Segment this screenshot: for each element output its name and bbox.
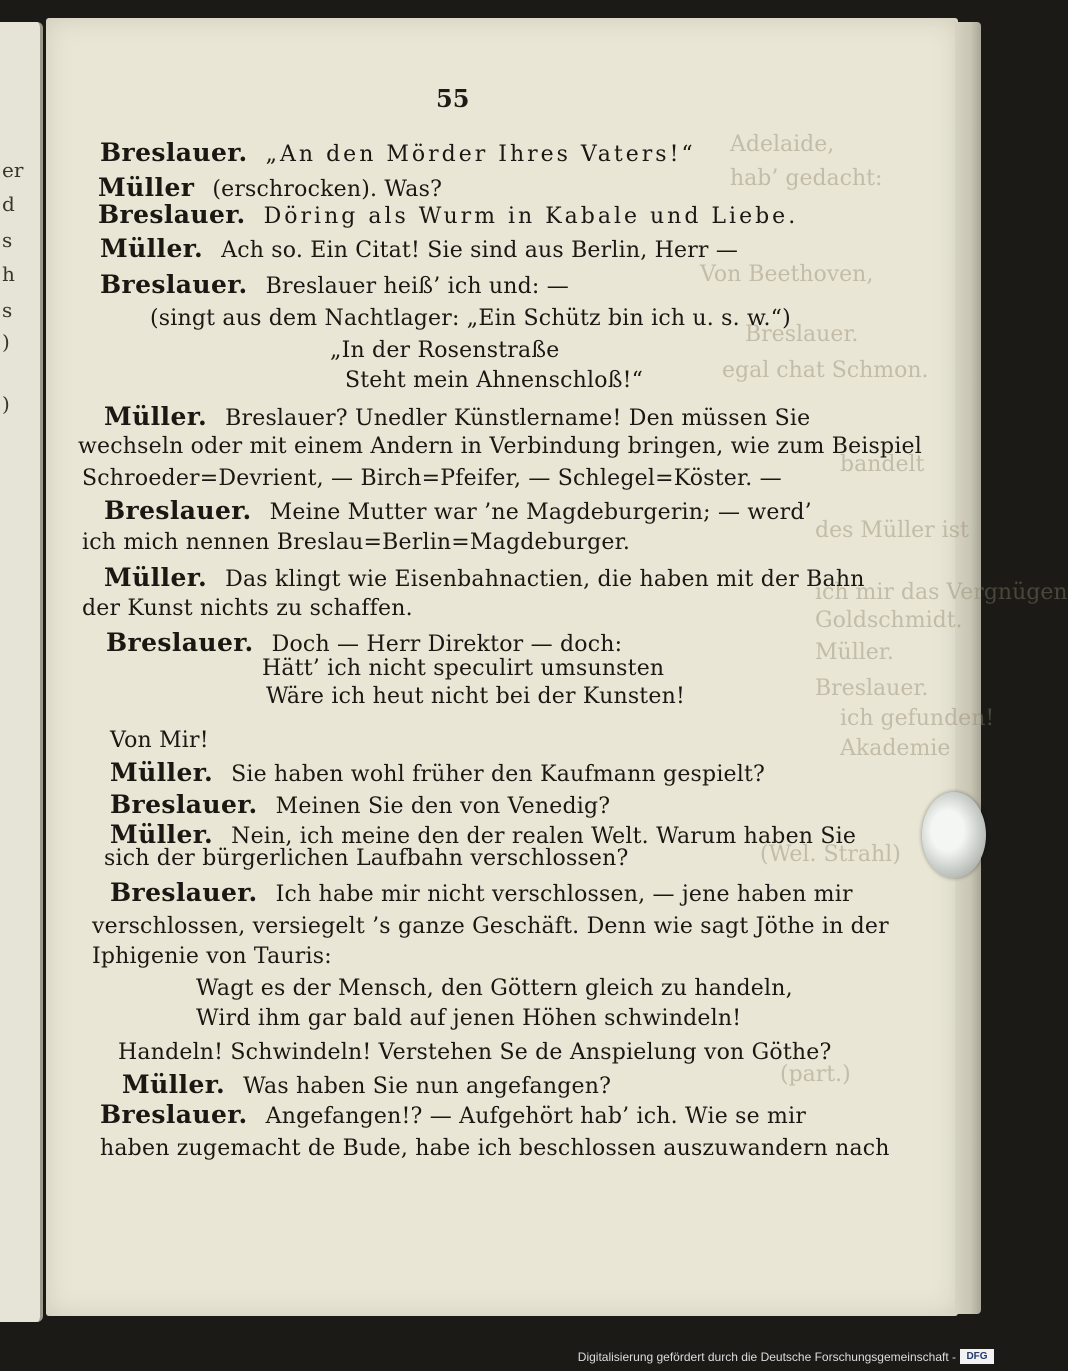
song-verse: „In der Rosenstraße [330,338,560,363]
dialogue-line [98,200,798,229]
bleed-text: ich gefunden! [840,706,995,731]
dialogue-line [110,758,765,787]
line-text: Meine Mutter war ’ne Magdeburgerin; — werd’ [269,500,812,525]
speaker-name: Müller. [100,234,204,263]
bleed-text: hab’ gedacht: [730,166,883,191]
bleed-text: (part.) [780,1062,851,1087]
dialogue-line [100,1100,806,1129]
line-text: Angefangen!? — Aufgehört hab’ ich. Wie se mir [265,1104,807,1129]
speaker-name: Breslauer. [100,270,248,299]
speaker-name: Breslauer. [104,496,252,525]
bleed-text: Von Beethoven, [700,262,874,287]
bleed-text: des Müller ist [815,518,969,543]
bleed-text: Adelaide, [730,132,835,157]
bleed-text: Breslauer. [815,676,929,701]
continuation-line: wechseln oder mit einem Andern in Verbindung bringen, wie zum Beispiel [78,434,923,459]
song-verse: Steht mein Ahnenschloß!“ [345,368,644,393]
left-page-fragment: d [2,192,15,216]
dialogue-line [100,234,738,263]
speaker-name: Breslauer. [98,200,246,229]
stage-direction: (singt aus dem Nachtlager: „Ein Schütz bin ich u. s. w.“) [150,306,791,331]
verse-line: Wagt es der Mensch, den Göttern gleich zu handeln, [196,976,793,1001]
speaker-name: Müller. [110,758,214,787]
dialogue-line [98,173,442,202]
page-clip [922,792,986,878]
line-text: Was haben Sie nun angefangen? [243,1074,612,1099]
line-text: „An den Mörder Ihres Vaters!“ [265,142,696,167]
bleed-text: egal chat Schmon. [722,358,929,383]
page-number: 55 [436,84,470,113]
speaker-name: Breslauer. [100,138,248,167]
bleed-text: ich mir das Vergnügen [815,580,1068,605]
left-page-edge [0,22,43,1322]
speaker-name: Breslauer. [110,878,258,907]
dialogue-line [100,138,696,167]
continuation-line: haben zugemacht de Bude, habe ich beschlossen auszuwandern nach [100,1136,890,1161]
line-text: Döring als Wurm in Kabale und Liebe. [263,204,799,229]
dialogue-line [104,496,812,525]
speaker-name: Breslauer. [110,790,258,819]
line-text: Breslauer? Unedler Künstlername! Den müssen Sie [225,406,811,431]
continuation-line: Iphigenie von Tauris: [92,944,332,969]
continuation-line: sich der bürgerlichen Laufbahn verschlossen? [104,846,629,871]
line-text: Sie haben wohl früher den Kaufmann gespielt? [231,762,766,787]
bleed-text: Akademie [840,736,951,761]
bleed-text: Goldschmidt. [815,608,963,633]
speaker-name: Breslauer. [106,628,254,657]
bleed-text: (Wel. Strahl) [760,842,901,867]
verse-line: Wäre ich heut nicht bei der Kunsten! [266,684,685,709]
speaker-name: Müller. [110,820,214,849]
bleed-text: Breslauer. [745,322,859,347]
dialogue-line [106,628,622,657]
line-text: Ach so. Ein Citat! Sie sind aus Berlin, Herr — [221,238,739,263]
line-text: Nein, ich meine den der realen Welt. Warum haben Sie [231,824,857,849]
continuation-line: der Kunst nichts zu schaffen. [82,596,413,621]
page-stack-edge [955,22,981,1314]
left-page-fragment: er [2,158,24,182]
speaker-name: Müller. [104,402,208,431]
line-text: (erschrocken). Was? [212,177,443,202]
verse-line: Wird ihm gar bald auf jenen Höhen schwindeln! [196,1006,742,1031]
line-text: Ich habe mir nicht verschlossen, — jene haben mir [275,882,853,907]
continuation-line: Von Mir! [110,728,209,753]
line-text: Das klingt wie Eisenbahnactien, die haben mit der Bahn [225,567,865,592]
left-page-fragment: h [2,262,15,286]
dialogue-line [110,878,853,907]
left-page-fragment: s [2,228,13,252]
dialogue-line [104,563,865,592]
speaker-name: Müller. [104,563,208,592]
dialogue-line [122,1070,611,1099]
dialogue-line [104,402,810,431]
bleed-text: Müller. [815,640,894,665]
line-text: Breslauer heiß’ ich und: — [265,274,569,299]
dialogue-line [110,790,610,819]
continuation-line: verschlossen, versiegelt ’s ganze Geschäft. Denn wie sagt Jöthe in der [92,914,889,939]
left-page-fragment: ) [2,392,10,416]
verse-line: Hätt’ ich nicht speculirt umsunsten [262,656,665,681]
speaker-name: Müller. [122,1070,226,1099]
left-page-fragment: ) [2,330,10,354]
dfg-logo: DFG [960,1349,994,1364]
continuation-line: Handeln! Schwindeln! Verstehen Se de Anspielung von Göthe? [118,1040,832,1065]
dialogue-line [110,820,856,849]
line-text: Meinen Sie den von Venedig? [275,794,611,819]
speaker-name: Müller [98,173,195,202]
left-page-fragment: s [2,298,13,322]
digitization-credit: Digitalisierung gefördert durch die Deutsche Forschungsgemeinschaft - [577,1350,956,1364]
dialogue-line [100,270,569,299]
continuation-line: ich mich nennen Breslau=Berlin=Magdeburger. [82,530,631,555]
continuation-line: Schroeder=Devrient, — Birch=Pfeifer, — Schlegel=Köster. — [82,466,782,491]
speaker-name: Breslauer. [100,1100,248,1129]
bleed-text: bandelt [840,452,925,477]
line-text: Doch — Herr Direktor — doch: [271,632,623,657]
